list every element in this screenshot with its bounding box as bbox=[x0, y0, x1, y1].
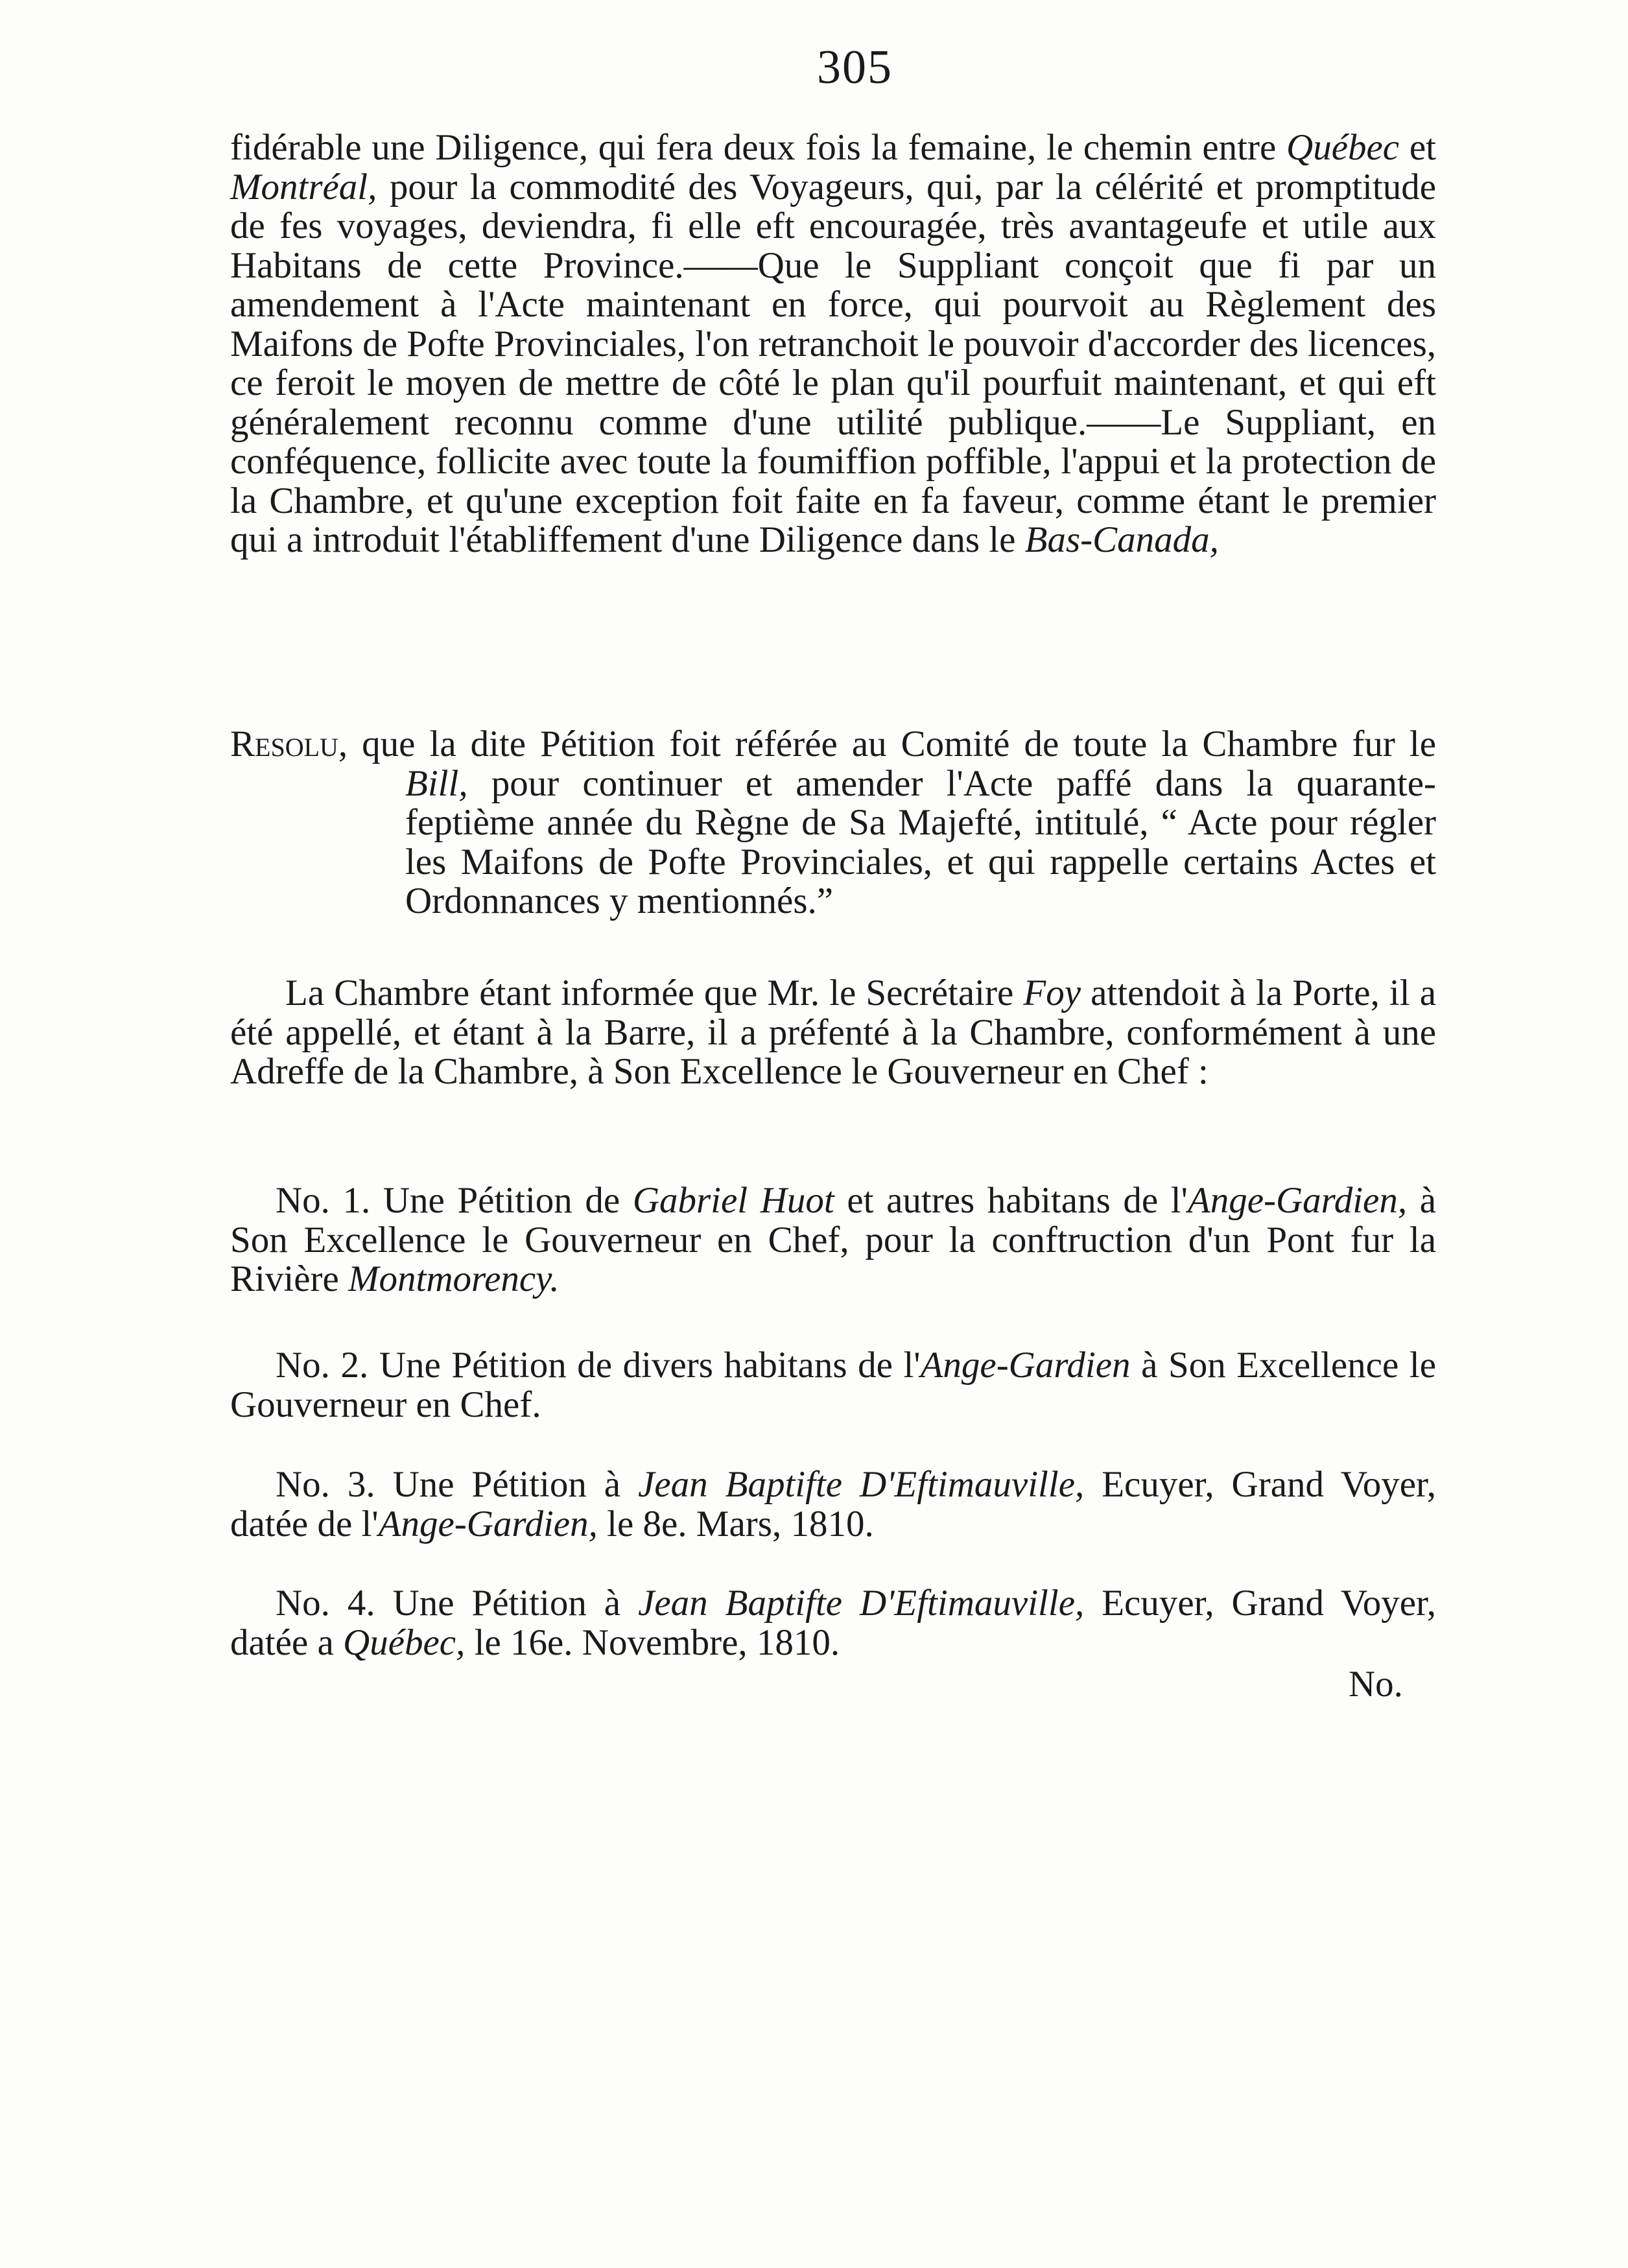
list-item bbox=[230, 1346, 1436, 1424]
text-segment: que la dite Pétition foit référée au Comité de toute la Chambre fur le bbox=[348, 724, 1436, 764]
list-item bbox=[230, 1465, 1436, 1544]
resolution-lead: Resolu, bbox=[230, 724, 348, 764]
text-segment: La Chambre étant informée que Mr. le Secrétaire bbox=[285, 973, 1024, 1013]
list-item bbox=[230, 1584, 1436, 1662]
text-segment: le 8e. Mars, 1810. bbox=[597, 1503, 874, 1544]
petition-continuation-text bbox=[230, 128, 1436, 560]
text-segment: à Son Excellence le Gouverneur en Chef. bbox=[230, 1345, 1436, 1425]
place-name-quebec: Québec bbox=[1286, 127, 1400, 168]
text-segment: No. 1. Une Pétition de bbox=[276, 1180, 633, 1221]
page-number: 305 bbox=[817, 41, 893, 94]
item-3-text bbox=[230, 1465, 1436, 1544]
text-segment: fidérable une Diligence, qui fera deux fois la femaine, le chemin entre bbox=[230, 127, 1287, 168]
text-segment: à Son Excellence le Gouverneur en Chef, pour la conftruction d'un Pont fur la Rivière bbox=[230, 1180, 1436, 1299]
text-segment: No. 4. Une Pétition à bbox=[276, 1583, 639, 1624]
river-name: Montmorency. bbox=[348, 1258, 560, 1299]
item-4-text bbox=[230, 1584, 1436, 1662]
item-1-text bbox=[230, 1181, 1436, 1299]
text-segment: No. 2. Une Pétition de divers habitans de l' bbox=[276, 1345, 921, 1386]
resolution-paragraph bbox=[230, 725, 1436, 921]
text-segment: Ecuyer, Grand Voyer, datée a bbox=[230, 1583, 1436, 1663]
secretary-name: Foy bbox=[1023, 973, 1081, 1013]
announcement-paragraph bbox=[230, 974, 1436, 1092]
text-segment: No. 3. Une Pétition à bbox=[276, 1464, 639, 1505]
catchword: No. bbox=[1349, 1664, 1403, 1705]
text-segment: et autres habitans de l' bbox=[834, 1180, 1188, 1221]
person-name: Jean Baptifte D'Eftimauville, bbox=[638, 1583, 1085, 1624]
bill-term: Bill, bbox=[405, 762, 468, 804]
text-segment: le 16e. Novembre, 1810. bbox=[465, 1622, 840, 1663]
place-name: Québec, bbox=[343, 1622, 466, 1663]
place-name-bas-canada: Bas-Canada, bbox=[1024, 519, 1219, 560]
resolution-text bbox=[230, 725, 1436, 921]
place-name-montreal: Montréal, bbox=[230, 166, 377, 207]
announcement-text bbox=[230, 974, 1436, 1092]
person-name: Gabriel Huot bbox=[632, 1180, 834, 1221]
person-name: Jean Baptifte D'Eftimauville, bbox=[638, 1464, 1085, 1505]
place-name: Ange-Gardien, bbox=[378, 1503, 598, 1544]
text-segment: attendoit à la Porte, il a été appellé, et étant à la Barre, il a préfenté à la Chambre, conformément à une Adreffe de la Chambre, à Son Excellence le Gouverneur en Chef : bbox=[230, 973, 1436, 1092]
place-name: Ange-Gardien, bbox=[1187, 1180, 1408, 1221]
text-segment: pour continuer et amender l'Acte paffé dans la quarante-feptième année du Règne de Sa Majefté, intitulé, “ Acte pour régler les Maifons de Pofte Provinciales, et qui rappelle certains Actes et Ordonnances y mentionnés.” bbox=[405, 762, 1436, 921]
text-segment: et bbox=[1399, 127, 1436, 168]
petition-continuation-paragraph bbox=[230, 128, 1436, 560]
text-segment: pour la commodité des Voyageurs, qui, par la célérité et promptitude de fes voyages, deviendra, fi elle eft encouragée, très avantageufe et utile aux Habitans de cette Province.——Que le Suppliant conçoit que fi par un amendement à l'Acte maintenant en force, qui pourvoit au Règlement des Maifons de Pofte Provinciales, l'on retranchoit le pouvoir d'accorder des licences, ce feroit le moyen de mettre de côté le plan qu'il pourfuit maintenant, et qui eft généralement reconnu comme d'une utilité publique.——Le Suppliant, en conféquence, follicite avec toute la foumiffion poffible, l'appui et la protection de la Chambre, et qu'une exception foit faite en fa faveur, comme étant le premier qui a introduit l'établiffement d'une Diligence dans le bbox=[230, 166, 1436, 560]
place-name: Ange-Gardien bbox=[920, 1345, 1131, 1386]
text-segment: Ecuyer, Grand Voyer, datée de l' bbox=[230, 1464, 1436, 1544]
item-2-text bbox=[230, 1346, 1436, 1424]
list-item bbox=[230, 1181, 1436, 1299]
